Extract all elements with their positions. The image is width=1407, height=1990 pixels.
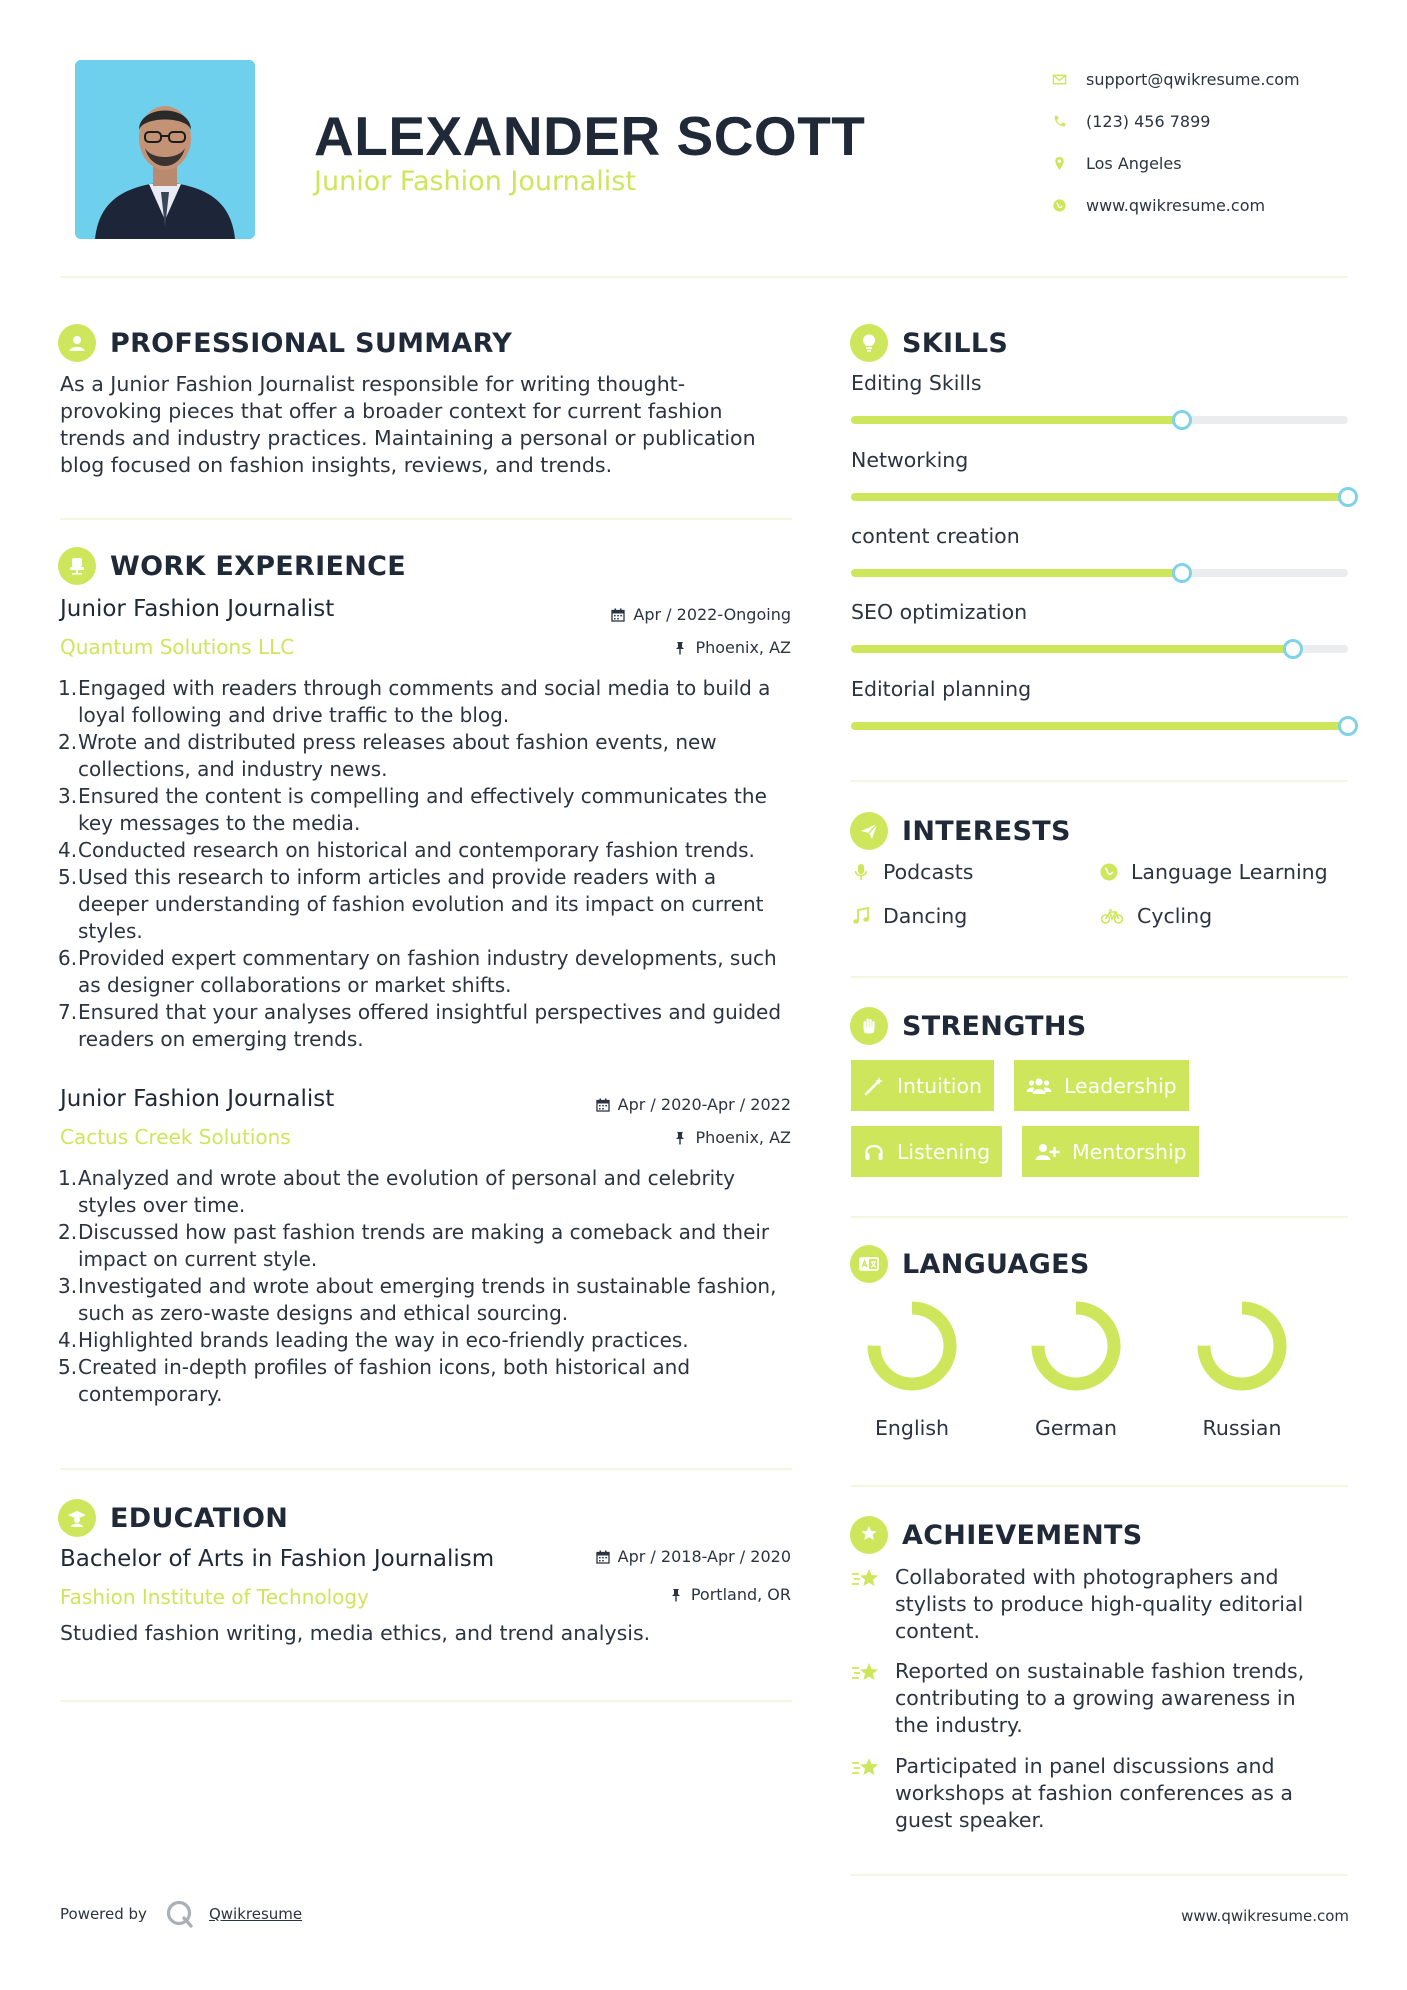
language-progress-ring [1204,1308,1280,1384]
languages-divider [851,1485,1348,1487]
list-item: Ensured the content is compelling and effectively communicates the key messages to the media. [78,784,767,835]
skill-seo-label: SEO optimization [851,600,1028,624]
skills-heading-text: SKILLS [902,327,1009,359]
hand-icon [850,1007,888,1045]
language-english-ring [864,1298,960,1394]
skill-content-bar [851,569,1348,577]
skill-editorial-label: Editorial planning [851,677,1032,701]
users-icon [1026,1075,1052,1097]
language-russian [1182,1298,1302,1440]
list-item: Used this research to inform articles and provide readers with a deeper understanding of fashion evolution and its impact on current styles. [78,865,764,943]
skill-bar-fill [851,722,1348,730]
education-description: Studied fashion writing, media ethics, and trend analysis. [60,1621,651,1645]
strength-intuition-label: Intuition [897,1073,983,1098]
interest-language-learning-label: Language Learning [1131,860,1328,884]
languages-heading [850,1245,1090,1283]
list-item: Ensured that your analyses offered insightful perspectives and guided readers on emerging trends. [78,1000,782,1051]
award-icon [850,1516,888,1554]
shooting-star-icon [851,1566,881,1592]
skill-bar-knob [1172,563,1192,583]
skill-content-label: content creation [851,524,1020,548]
job-1-company: Quantum Solutions LLC [60,635,295,659]
contact-email-text: support@qwikresume.com [1086,69,1300,89]
job-1-location-text: Phoenix, AZ [695,638,791,657]
strength-listening-label: Listening [897,1139,991,1164]
skill-networking-label: Networking [851,448,969,472]
job-1-dates [611,605,791,624]
language-english [852,1298,972,1440]
list-item: Provided expert commentary on fashion industry developments, such as designer collaborations or market shifts. [78,946,777,997]
microphone-icon [851,862,871,882]
skill-bar-fill [851,569,1182,577]
list-item: Discussed how past fashion trends are making a comeback and their impact on current style. [78,1220,770,1271]
map-pin-icon [1052,156,1086,171]
skills-divider [851,780,1348,782]
achievements-divider [851,1874,1348,1876]
education-dates-text: Apr / 2018-Apr / 2020 [617,1547,791,1566]
shooting-star-icon [851,1660,881,1686]
skill-bar-fill [851,645,1293,653]
qwikresume-link[interactable]: Qwikresume [208,1905,303,1923]
contact-location-text: Los Angeles [1086,153,1182,173]
strength-leadership-label: Leadership [1064,1073,1177,1098]
language-german [1016,1298,1136,1440]
translate-icon [850,1245,888,1283]
education-heading-text: EDUCATION [110,1502,289,1534]
education-dates [596,1547,791,1566]
language-german-ring [1028,1298,1124,1394]
list-item: Created in-depth profiles of fashion icons, both historical and contemporary. [78,1355,691,1406]
candidate-name: ALEXANDER SCOTT [314,105,866,167]
interests-heading-text: INTERESTS [902,815,1071,847]
job-1-dates-text: Apr / 2022-Ongoing [633,605,791,624]
skill-seo-bar [851,645,1348,653]
skill-bar-fill [851,493,1348,501]
education-school: Fashion Institute of Technology [60,1585,369,1609]
user-plus-icon [1034,1141,1060,1163]
skill-networking-bar [851,493,1348,501]
education-divider [60,1700,792,1702]
job-2-company: Cactus Creek Solutions [60,1125,291,1149]
skill-editing-label: Editing Skills [851,371,982,395]
strength-mentorship-label: Mentorship [1072,1139,1187,1164]
contact-phone-text: (123) 456 7899 [1086,111,1211,131]
strength-intuition [851,1060,994,1111]
office-chair-icon [58,547,96,585]
job-2-dates-text: Apr / 2020-Apr / 2022 [617,1095,791,1114]
job-2-location-text: Phoenix, AZ [695,1128,791,1147]
powered-by-text: Powered by [60,1905,147,1923]
magic-wand-icon [863,1075,885,1097]
contact-list [1052,58,1300,226]
language-russian-label: Russian [1202,1416,1282,1440]
strengths-heading [850,1007,1087,1045]
calendar-icon [596,1550,610,1564]
footer-powered-by [60,1899,302,1929]
interest-podcasts [851,860,973,884]
experience-divider [60,1468,792,1470]
summary-heading [58,324,512,362]
paper-plane-icon [850,812,888,850]
skill-bar-fill [851,416,1182,424]
achievement-item [851,1658,1331,1739]
job-2-location [673,1128,791,1147]
strength-listening [851,1126,1002,1177]
contact-email[interactable] [1052,58,1300,100]
language-german-label: German [1034,1416,1118,1440]
interest-cycling-label: Cycling [1137,904,1213,928]
list-item: Investigated and wrote about emerging trends in sustainable fashion, such as zero-waste designs and ethical sourcing. [78,1274,777,1325]
globe-icon [1099,862,1119,882]
education-heading [58,1499,288,1537]
music-note-icon [851,906,871,926]
interest-dancing [851,904,967,928]
experience-heading-text: WORK EXPERIENCE [110,550,406,582]
language-progress-ring [1038,1308,1114,1384]
job-2-title: Junior Fashion Journalist [60,1086,335,1112]
education-degree: Bachelor of Arts in Fashion Journalism [60,1546,495,1572]
contact-location [1052,142,1300,184]
education-location-text: Portland, OR [690,1585,791,1604]
graduate-icon [58,1499,96,1537]
lightbulb-icon [850,324,888,362]
calendar-icon [611,608,625,622]
profile-photo [75,60,255,239]
interests-divider [851,976,1348,978]
skill-bar-knob [1338,716,1358,736]
interest-cycling [1099,904,1212,928]
strength-mentorship [1022,1126,1199,1177]
job-2-duties [58,1165,788,1408]
language-russian-ring [1194,1298,1290,1394]
experience-heading [58,547,406,585]
strengths-heading-text: STRENGTHS [902,1010,1087,1042]
envelope-icon [1052,72,1086,87]
list-item: Analyzed and wrote about the evolution of personal and celebrity styles over time. [78,1166,735,1217]
globe-icon [1052,198,1086,213]
languages-heading-text: LANGUAGES [902,1248,1090,1280]
summary-divider [60,518,792,520]
bicycle-icon [1099,906,1125,926]
calendar-icon [596,1098,610,1112]
skill-bar-knob [1172,410,1192,430]
strengths-divider [851,1216,1348,1218]
interest-language-learning [1099,860,1328,884]
achievement-item [851,1564,1331,1645]
job-1-location [673,638,791,657]
achievement-text: Reported on sustainable fashion trends, contributing to a growing awareness in the industry. [895,1659,1305,1737]
summary-heading-text: PROFESSIONAL SUMMARY [110,327,513,359]
candidate-title: Junior Fashion Journalist [314,166,636,197]
user-icon [58,324,96,362]
interest-podcasts-label: Podcasts [883,860,974,884]
skill-editing-bar [851,416,1348,424]
job-1-title: Junior Fashion Journalist [60,596,335,622]
strength-leadership [1014,1060,1189,1111]
achievements-heading-text: ACHIEVEMENTS [902,1519,1143,1551]
headphones-icon [863,1141,885,1163]
skills-heading [850,324,1008,362]
pushpin-icon [673,1131,687,1145]
list-item: Engaged with readers through comments and social media to build a loyal following and drive traffic to the blog. [78,676,771,727]
education-location [669,1585,791,1604]
achievement-text: Collaborated with photographers and stylists to produce high-quality editorial content. [895,1565,1304,1643]
job-1-duties [58,675,788,1053]
pushpin-icon [669,1588,683,1602]
qwikresume-logo-icon [165,1899,195,1929]
contact-website-text: www.qwikresume.com [1086,195,1266,215]
skill-bar-knob [1338,487,1358,507]
header-divider [60,276,1348,278]
contact-website[interactable] [1052,184,1300,226]
skill-bar-knob [1283,639,1303,659]
language-progress-ring [874,1308,950,1384]
interest-dancing-label: Dancing [883,904,968,928]
footer-url[interactable]: www.qwikresume.com [1181,1907,1349,1925]
list-item: Wrote and distributed press releases about fashion events, new collections, and industry news. [78,730,717,781]
contact-phone[interactable] [1052,100,1300,142]
language-english-label: English [874,1416,950,1440]
list-item: Highlighted brands leading the way in eco-friendly practices. [78,1328,689,1352]
achievement-text: Participated in panel discussions and workshops at fashion conferences as a guest speaker. [895,1754,1293,1832]
list-item: Conducted research on historical and contemporary fashion trends. [78,838,755,862]
summary-text: As a Junior Fashion Journalist responsible for writing thought-provoking pieces that offer a broader context for current fashion trends and industry practices. Maintaining a personal or publication blog focused on fashion insights, reviews, and trends. [60,372,756,477]
achievement-item [851,1753,1331,1834]
interests-heading [850,812,1071,850]
shooting-star-icon [851,1755,881,1781]
pushpin-icon [673,641,687,655]
job-2-dates [596,1095,791,1114]
phone-icon [1052,114,1086,129]
skill-editorial-bar [851,722,1348,730]
achievements-heading [850,1516,1143,1554]
